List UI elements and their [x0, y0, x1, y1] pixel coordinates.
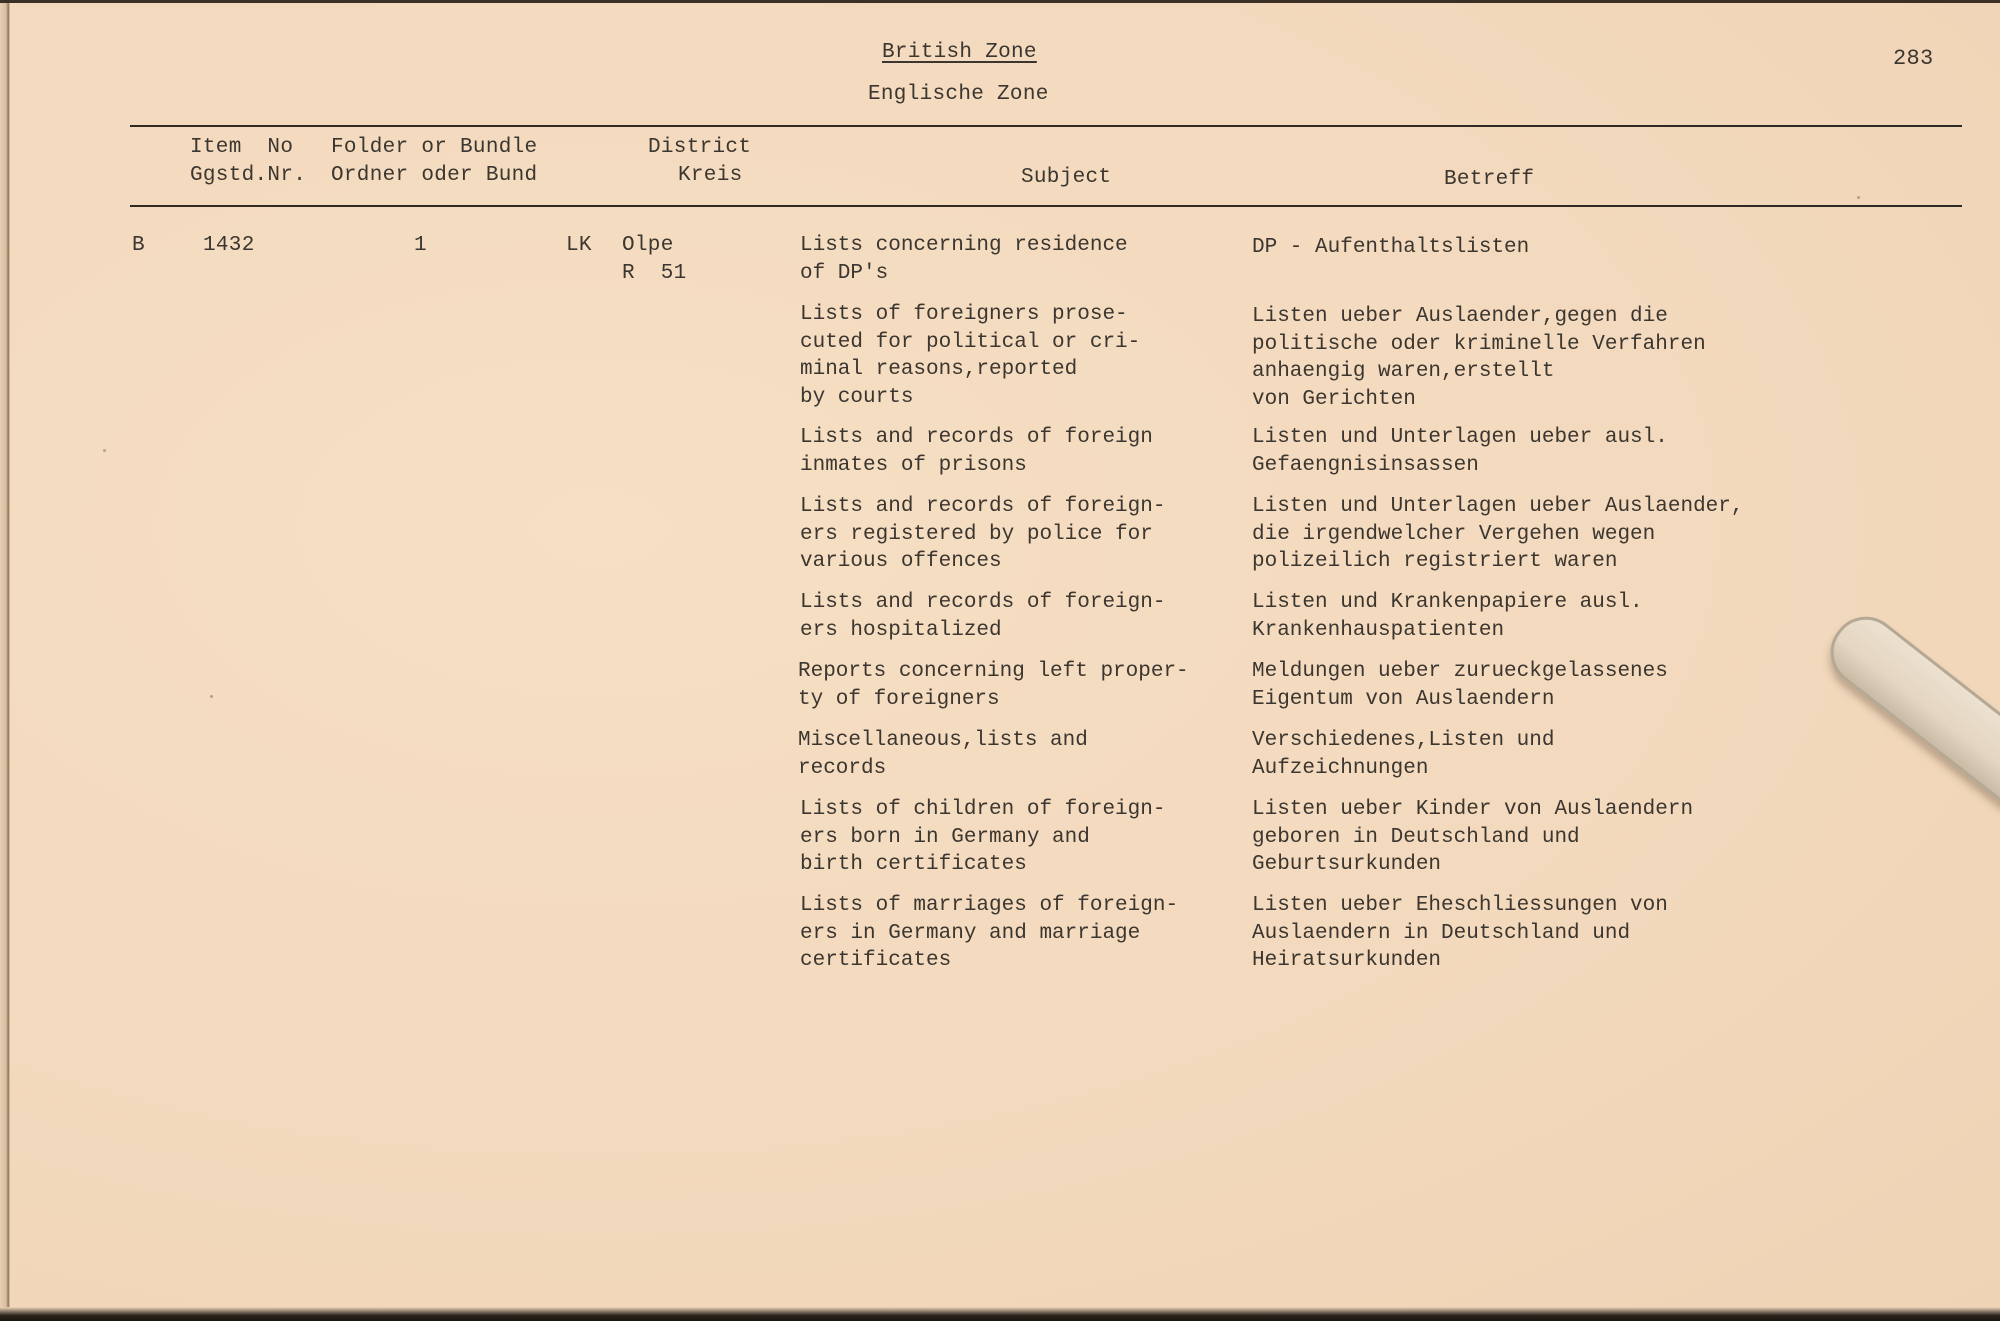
zone-subtitle: Englische Zone [868, 83, 1049, 106]
entry-subject: Lists and records of foreign inmates of prisons [800, 426, 1153, 477]
col-header-subject: Subject [1021, 166, 1112, 189]
entry-subject: Lists and records of foreign- ers hospitalized [800, 591, 1166, 642]
entry-betreff: Listen ueber Auslaender,gegen die politische oder kriminelle Verfahren anhaengig waren,erstellt von Gerichten [1252, 305, 1706, 411]
paper-speck [1857, 196, 1860, 199]
entry-betreff: Listen ueber Eheschliessungen von Auslaendern in Deutschland und Heiratsurkunden [1252, 894, 1668, 972]
entry-subject: Lists of foreigners prose- cuted for political or cri- minal reasons,reported by courts [800, 303, 1141, 409]
entry-subject: Lists and records of foreign- ers registered by police for various offences [800, 495, 1166, 573]
col-header-item-no-en: Item No [190, 136, 294, 159]
entry-betreff: Meldungen ueber zurueckgelassenes Eigentum von Auslaendern [1252, 660, 1668, 711]
entry-betreff: Verschiedenes,Listen und Aufzeichnungen [1252, 729, 1555, 780]
document-page [0, 3, 2000, 1315]
page-holder-clip [1817, 603, 2000, 822]
entry-betreff: Listen und Unterlagen ueber ausl. Gefaengnisinsassen [1252, 426, 1668, 477]
page-bottom-edge [0, 1307, 2000, 1321]
entry-subject: Lists of children of foreign- ers born in Germany and birth certificates [800, 798, 1166, 876]
paper-speck [210, 695, 213, 698]
col-header-folder-de: Ordner oder Bund [331, 164, 538, 187]
entry-betreff: Listen ueber Kinder von Auslaendern geboren in Deutschland und Geburtsurkunden [1252, 798, 1694, 876]
entry-subject: Miscellaneous,lists and records [798, 729, 1088, 780]
col-header-folder-en: Folder or Bundle [331, 136, 538, 159]
entry-subject: Lists of marriages of foreign- ers in Germany and marriage certificates [800, 894, 1179, 972]
entry-betreff: Listen und Krankenpapiere ausl. Krankenhauspatienten [1252, 591, 1643, 642]
page-number: 283 [1893, 46, 1934, 71]
entry-betreff: Listen und Unterlagen ueber Auslaender, die irgendwelcher Vergehen wegen polizeilich registriert waren [1252, 495, 1744, 573]
col-header-item-no-de: Ggstd.Nr. [190, 164, 307, 187]
entry-subject: Lists concerning residence of DP's [800, 234, 1128, 285]
record-prefix: B [132, 234, 145, 257]
col-header-district-de: Kreis [678, 164, 743, 187]
record-item-no: 1432 [203, 234, 255, 257]
page-binding-edge [0, 3, 10, 1315]
entry-subject: Reports concerning left proper- ty of foreigners [798, 660, 1189, 711]
header-bottom-rule [130, 205, 1962, 207]
zone-title: British Zone [882, 41, 1037, 64]
paper-speck [103, 449, 106, 452]
col-header-betreff: Betreff [1444, 168, 1535, 191]
header-top-rule [130, 125, 1962, 127]
col-header-district-en: District [648, 136, 752, 159]
record-district-type: LK [566, 234, 592, 257]
record-district-ref: R 51 [622, 262, 687, 285]
entry-betreff: DP - Aufenthaltslisten [1252, 236, 1530, 259]
record-district-name: Olpe [622, 234, 674, 257]
record-folder: 1 [414, 234, 427, 257]
